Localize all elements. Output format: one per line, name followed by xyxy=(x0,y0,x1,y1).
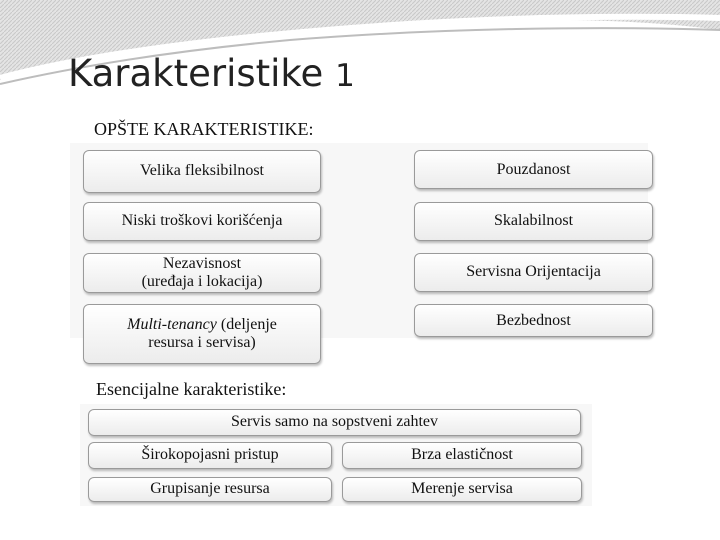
general-characteristics-heading: OPŠTE KARAKTERISTIKE: xyxy=(94,119,314,139)
item-nezavisnost-line2: (uređaja i lokacija) xyxy=(141,273,263,290)
item-multitenancy-rest: (deljenje xyxy=(216,315,277,333)
item-velika-fleksibilnost: Velika fleksibilnost xyxy=(83,150,321,193)
item-multitenancy xyxy=(83,304,321,364)
item-brza-elasticnost: Brza elastičnost xyxy=(342,442,582,469)
item-multitenancy-line2: resursa i servisa) xyxy=(148,334,256,351)
item-skalabilnost: Skalabilnost xyxy=(414,202,653,241)
item-nezavisnost xyxy=(83,253,321,293)
item-merenje-servisa: Merenje servisa xyxy=(342,477,582,502)
item-grupisanje-resursa: Grupisanje resursa xyxy=(88,477,332,502)
slide-title xyxy=(68,52,355,95)
item-bezbednost: Bezbednost xyxy=(414,304,653,337)
slide-title-text: Karakteristike xyxy=(68,52,324,95)
item-pouzdanost: Pouzdanost xyxy=(414,150,653,189)
item-multitenancy-term: Multi-tenancy xyxy=(127,315,217,333)
item-servisna-orijentacija: Servisna Orijentacija xyxy=(414,253,653,292)
item-niski-troskovi: Niski troškovi korišćenja xyxy=(83,202,321,241)
essential-characteristics-heading: Esencijalne karakteristike: xyxy=(96,379,287,399)
item-sirokopojasni-pristup: Širokopojasni pristup xyxy=(88,442,332,469)
slide-title-number: 1 xyxy=(335,58,355,94)
item-nezavisnost-line1: Nezavisnost xyxy=(162,254,242,272)
item-servis-na-zahtev: Servis samo na sopstveni zahtev xyxy=(88,409,581,436)
